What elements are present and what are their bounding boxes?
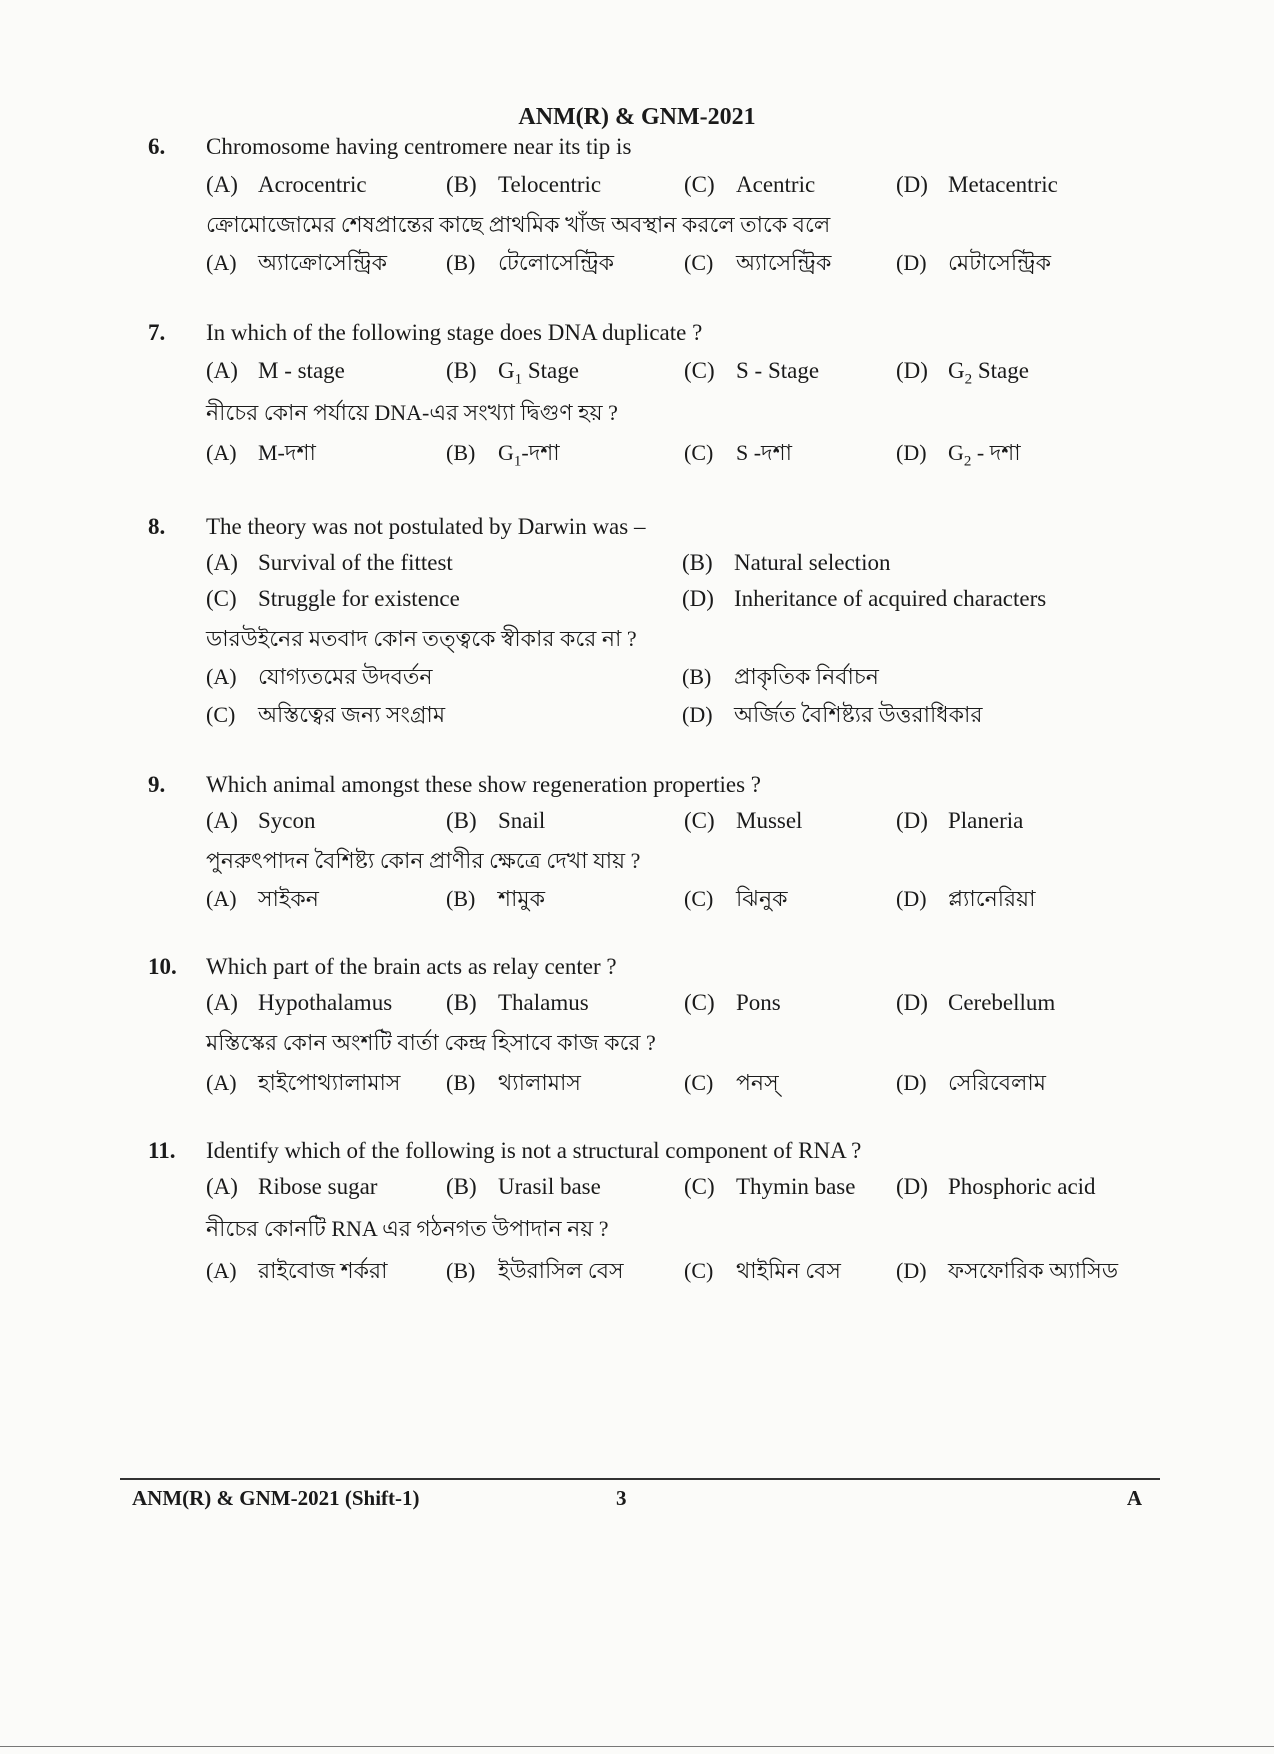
question-text-bn: নীচের কোন পর্যায়ে DNA-এর সংখ্যা দ্বিগুণ হয় ? [206, 400, 618, 425]
option-b: (B) শামুক [446, 886, 546, 911]
option-d: (D) ফসফোরিক অ্যাসিড [896, 1258, 1119, 1283]
option-a: (A) অ্যাক্রোসেন্ট্রিক [206, 250, 387, 275]
bottom-divider [0, 1746, 1274, 1747]
option-b: (B) $G_1-দশা$ [446, 440, 560, 470]
option-b: (B) ইউরাসিল বেস [446, 1258, 624, 1283]
option-d: (D) $G_2$ Stage [896, 358, 1029, 388]
page-number: 3 [616, 1486, 627, 1510]
option-d: (D) মেটাসেন্ট্রিক [896, 250, 1052, 275]
option-b: (B) Urasil base [446, 1174, 601, 1199]
option-c: (C) অ্যাসেন্ট্রিক [684, 250, 832, 275]
question-text-en: Which part of the brain acts as relay center ? [206, 954, 617, 979]
option-d: (D) Inheritance of acquired characters [682, 586, 1047, 611]
option-a: (A) সাইকন [206, 886, 319, 911]
page-header: ANM(R) & GNM-2021 [518, 104, 756, 130]
question-number: 8. [148, 514, 166, 539]
footer-exam-title: ANM(R) & GNM-2021 (Shift-1) [132, 1486, 420, 1510]
question-number: 9. [148, 772, 166, 797]
option-b: (B) Telocentric [446, 172, 602, 197]
option-a: (A) Acrocentric [206, 172, 367, 197]
question-text-bn: মস্তিস্কের কোন অংশটি বার্তা কেন্দ্র হিসাবে কাজ করে ? [206, 1030, 656, 1055]
option-d: (D) $G_2$ - দশা [896, 440, 1021, 470]
option-a: (A) Sycon [206, 808, 316, 833]
question-number: 6. [148, 134, 166, 159]
option-c: (C) ঝিনুক [684, 886, 788, 911]
option-a: (A) Hypothalamus [206, 990, 393, 1015]
option-c: (C) Thymin base [684, 1174, 856, 1199]
option-b: (B) Snail [446, 808, 546, 833]
option-d: (D) Planeria [896, 808, 1024, 833]
option-a: (A) রাইবোজ শর্করা [206, 1258, 388, 1283]
option-c: (C) Acentric [684, 172, 816, 197]
page-footer [120, 1478, 1160, 1516]
option-c: (C) পনস্ [684, 1070, 779, 1095]
option-b: (B) টেলোসেন্ট্রিক [446, 250, 615, 275]
question-text-en: Chromosome having centromere near its tip is [206, 134, 632, 159]
option-b: (B) প্রাকৃতিক নির্বাচন [682, 664, 879, 689]
option-c: (C) Mussel [684, 808, 803, 833]
option-a: (A) M - stage [206, 358, 345, 383]
option-a: (A) Ribose sugar [206, 1174, 378, 1199]
option-d: (D) Phosphoric acid [896, 1174, 1096, 1199]
option-a: (A) হাইপোথ্যালামাস [206, 1070, 401, 1095]
question-text-en: Which animal amongst these show regeneration properties ? [206, 772, 762, 797]
question-text-en: Identify which of the following is not a structural component of RNA ? [206, 1138, 862, 1163]
set-code: A [1126, 1486, 1142, 1510]
question-text-bn: ডারউইনের মতবাদ কোন তত্ত্বকে স্বীকার করে না ? [206, 626, 637, 651]
option-b: (B) $G_1$ Stage [446, 358, 579, 388]
question-text-en: The theory was not postulated by Darwin was – [206, 514, 646, 539]
option-a: (A) যোগ্যতমের উদবর্তন [206, 664, 433, 689]
option-a: (A) M-দশা [206, 440, 316, 465]
option-d: (D) অর্জিত বৈশিষ্ট্যর উত্তরাধিকার [682, 702, 983, 727]
option-d: (D) Cerebellum [896, 990, 1056, 1015]
option-c: (C) S - Stage [684, 358, 820, 383]
question-number: 11. [148, 1138, 176, 1163]
option-a: (A) Survival of the fittest [206, 550, 453, 575]
question-text-bn: নীচের কোনটি RNA এর গঠনগত উপাদান নয় ? [206, 1216, 609, 1241]
question-text-bn: পুনরুৎপাদন বৈশিষ্ট্য কোন প্রাণীর ক্ষেত্রে দেখা যায় ? [206, 848, 641, 873]
option-d: (D) সেরিবেলাম [896, 1070, 1046, 1095]
option-b: (B) Natural selection [682, 550, 891, 575]
option-c: (C) থাইমিন বেস [684, 1258, 841, 1283]
option-c: (C) Struggle for existence [206, 586, 460, 611]
question-text-bn: ক্রোমোজোমের শেষপ্রান্তের কাছে প্রাথমিক খাঁজ অবস্থান করলে তাকে বলে [206, 212, 831, 237]
option-c: (C) অস্তিত্বের জন্য সংগ্রাম [206, 702, 446, 727]
option-d: (D) Metacentric [896, 172, 1058, 197]
question-text-en: In which of the following stage does DNA duplicate ? [206, 320, 703, 345]
option-c: (C) S -দশা [684, 440, 793, 465]
question-number: 7. [148, 320, 166, 345]
option-b: (B) থ্যালামাস [446, 1070, 581, 1095]
question-number: 10. [148, 954, 177, 979]
option-d: (D) প্ল্যানেরিয়া [896, 886, 1036, 911]
option-b: (B) Thalamus [446, 990, 589, 1015]
option-c: (C) Pons [684, 990, 781, 1015]
